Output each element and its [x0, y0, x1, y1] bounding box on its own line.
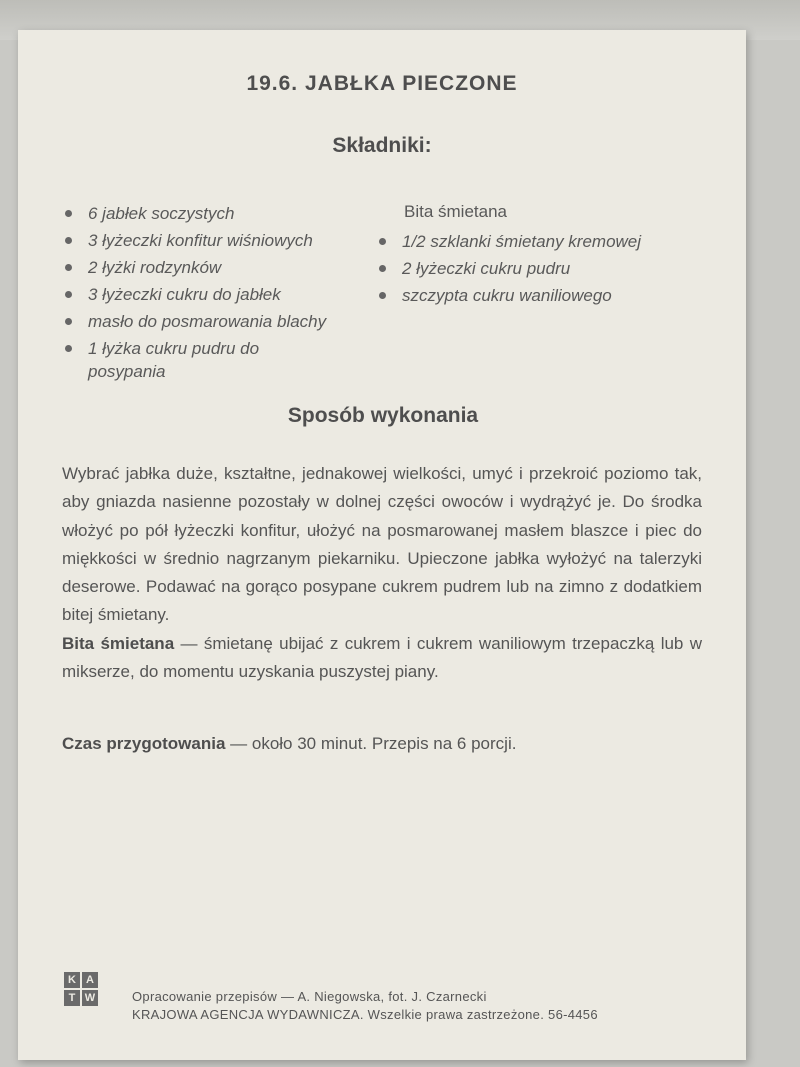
- time-text: — około 30 minut. Przepis na 6 porcji.: [225, 734, 517, 753]
- list-item: 1/2 szklanki śmietany kremowej: [376, 230, 716, 253]
- recipe-title: 19.6. JABŁKA PIECZONE: [246, 72, 518, 95]
- credits-author: Opracowanie przepisów — A. Niegowska, fot. J. Czarnecki: [132, 989, 487, 1004]
- list-item: szczypta cukru waniliowego: [376, 284, 716, 307]
- list-item: 2 łyżki rodzynków: [62, 256, 392, 279]
- cream-text: — śmietanę ubijać z cukrem i cukrem waniliowym trzepaczką lub w mikserze, do momentu uzyskania puszystej piany.: [62, 633, 702, 682]
- bullet-icon: [379, 238, 386, 245]
- bullet-icon: [65, 264, 72, 271]
- bullet-icon: [65, 237, 72, 244]
- recipe-card: [18, 30, 746, 1060]
- whipped-cream-heading: Bita śmietana: [404, 202, 507, 221]
- bullet-icon: [65, 345, 72, 352]
- publisher-logo: K A T W: [64, 972, 98, 1006]
- credits: [132, 988, 598, 1024]
- bullet-icon: [65, 318, 72, 325]
- prep-time: [62, 734, 702, 754]
- method-heading: Sposób wykonania: [287, 404, 479, 427]
- credits-publisher: KRAJOWA AGENCJA WYDAWNICZA. Wszelkie prawa zastrzeżone. 56-4456: [132, 1007, 598, 1022]
- list-item: masło do posmarowania blachy: [62, 310, 392, 333]
- bullet-icon: [379, 292, 386, 299]
- method-paragraph: Wybrać jabłka duże, kształtne, jednakowej wielkości, umyć i przekroić poziomo tak, aby gniazda nasienne pozostały w dolnej części owoców i wydrążyć je. Do środka włożyć po pół łyżeczki konfitur, ułożyć na posmarowanej masłem blaszce i piec do miękkości w średnio nagrzanym piekarniku. Upieczone jabłka wyłożyć na talerzyki deserowe. Podawać na gorąco posypane cukrem pudrem lub na zimno z dodatkiem bitej śmietany.: [62, 464, 702, 625]
- ingredients-list-left: [62, 202, 392, 387]
- list-item: 3 łyżeczki konfitur wiśniowych: [62, 229, 392, 252]
- list-item: 1 łyżka cukru pudru do posypania: [62, 337, 298, 383]
- ingredients-list-right: [376, 230, 716, 311]
- ingredients-heading: Składniki:: [332, 134, 432, 157]
- time-label: Czas przygotowania: [62, 734, 226, 753]
- method-body: [62, 460, 702, 686]
- cream-label: Bita śmietana: [62, 633, 175, 653]
- list-item: 3 łyżeczki cukru do jabłek: [62, 283, 392, 306]
- bullet-icon: [65, 291, 72, 298]
- list-item: 2 łyżeczki cukru pudru: [376, 257, 716, 280]
- bullet-icon: [379, 265, 386, 272]
- bullet-icon: [65, 210, 72, 217]
- cream-paragraph: [62, 630, 702, 687]
- list-item: 6 jabłek soczystych: [62, 202, 392, 225]
